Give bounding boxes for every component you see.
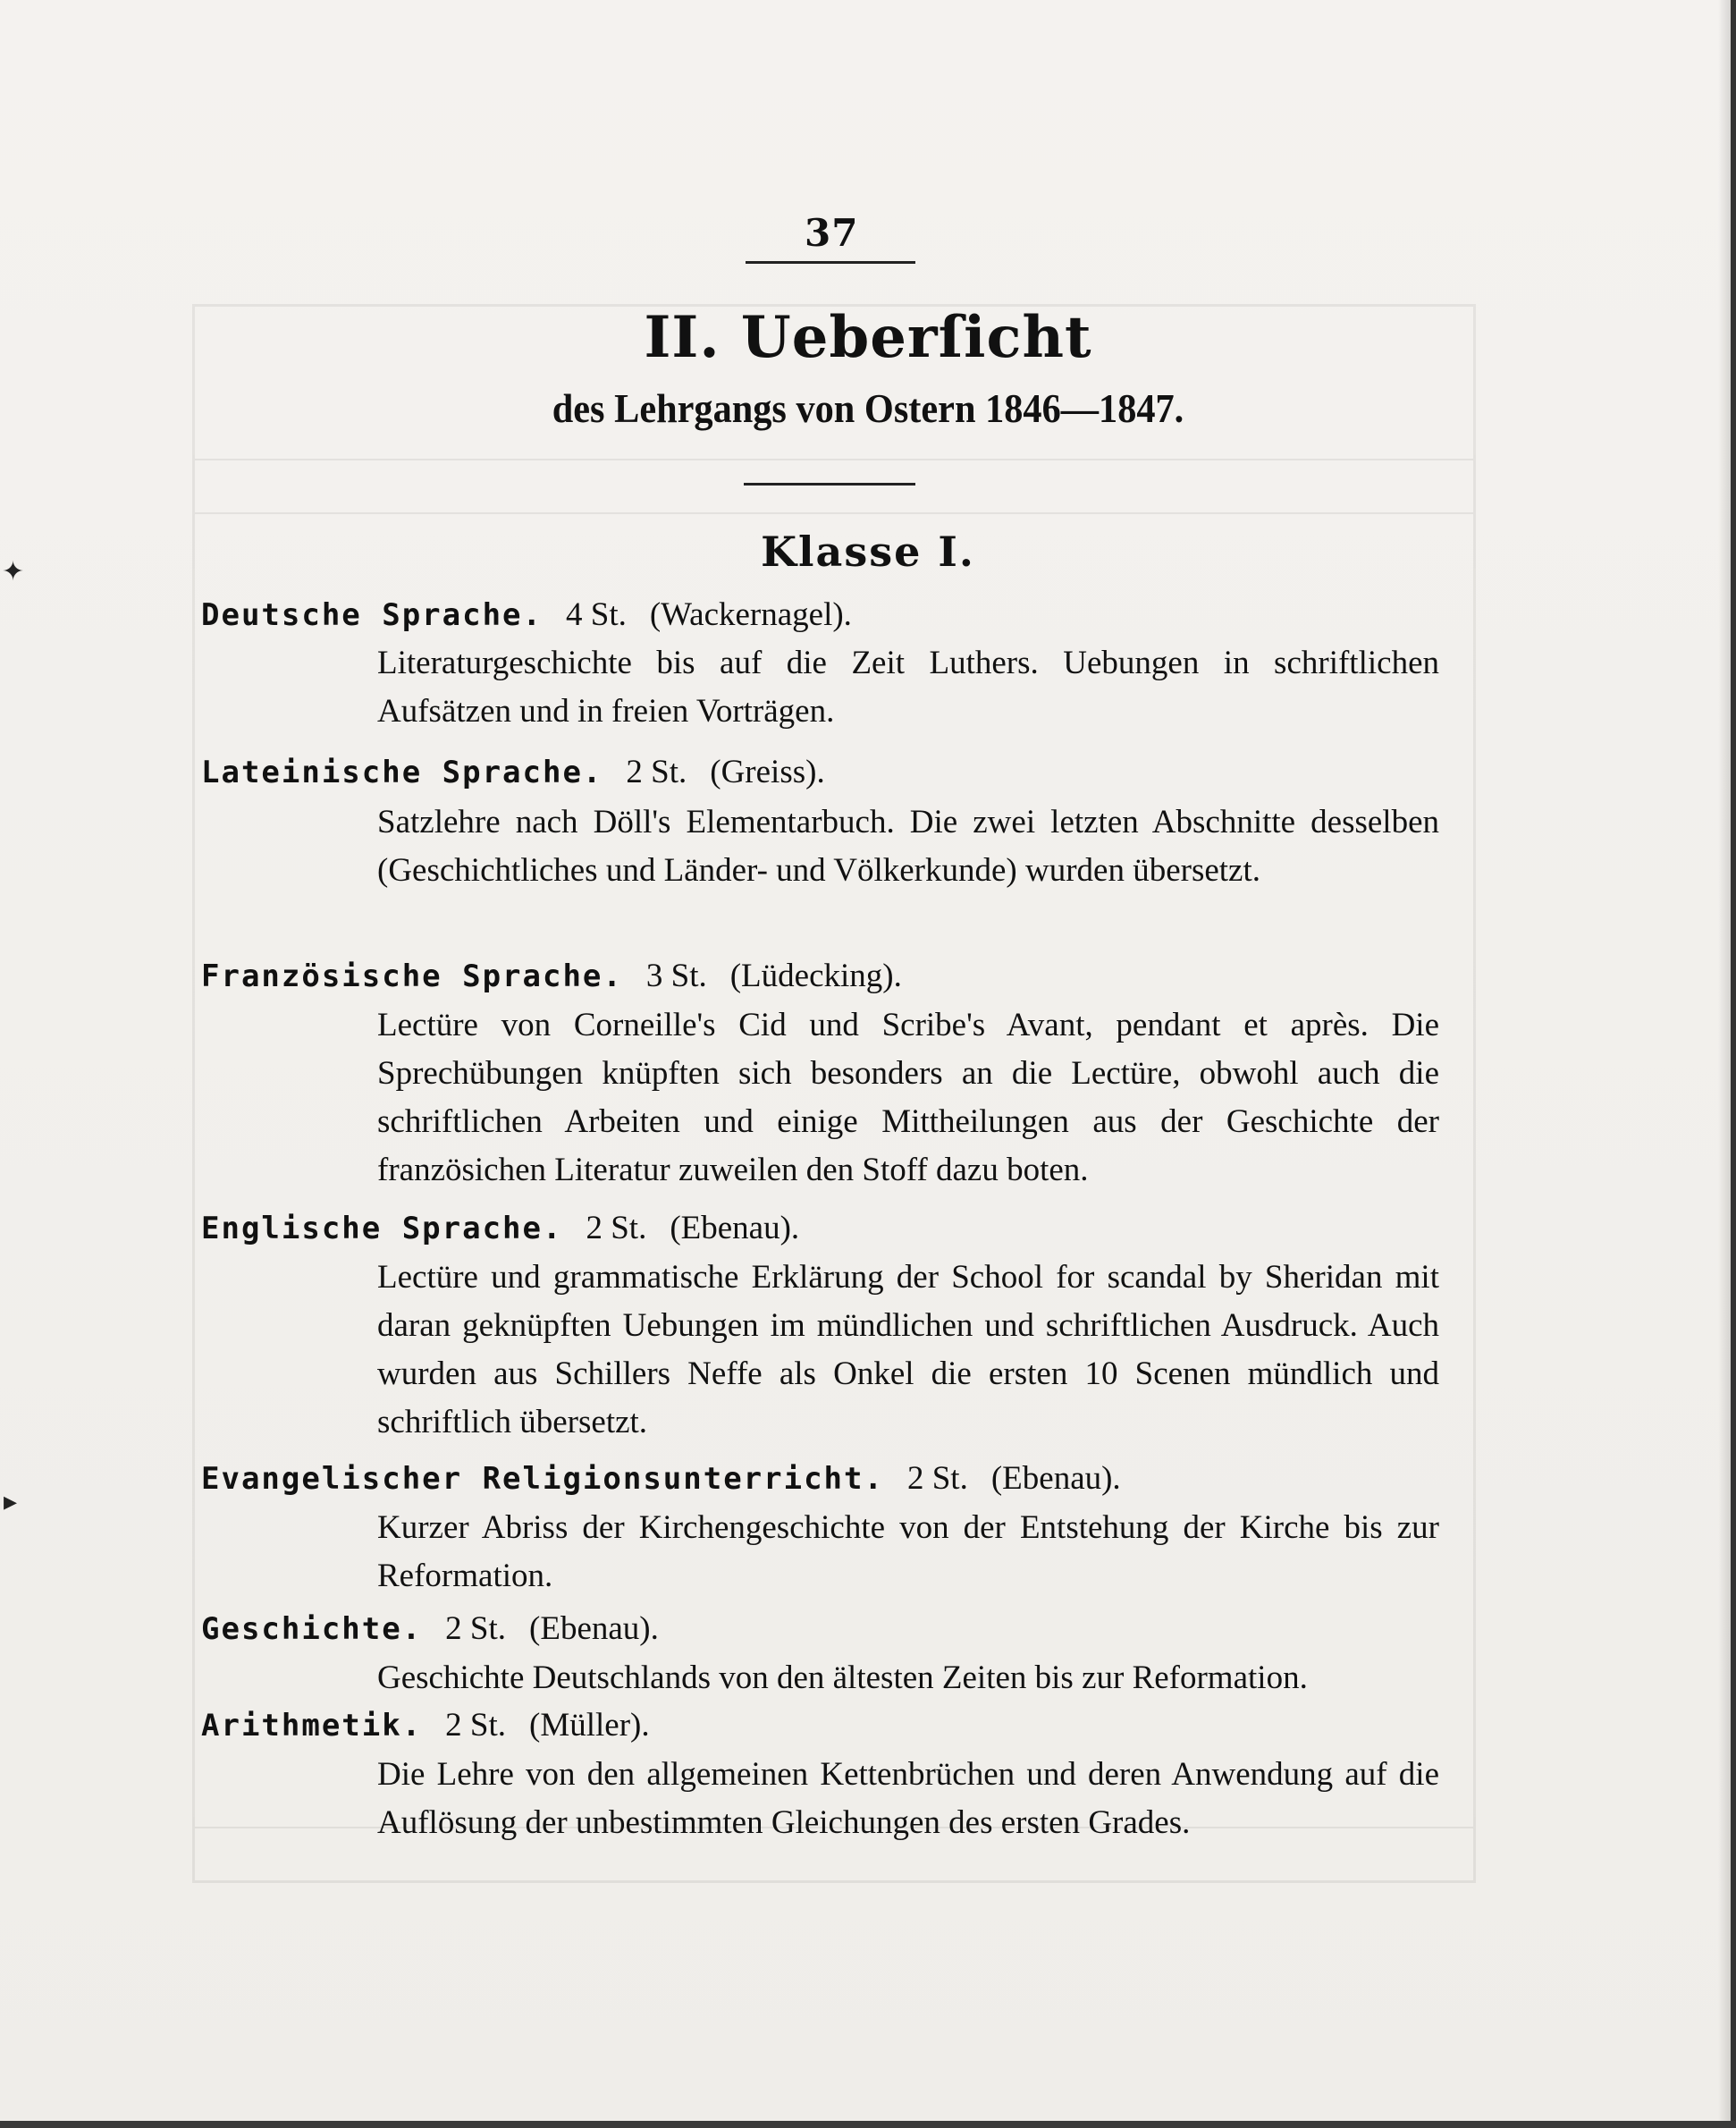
page-edge-shadow bbox=[1718, 0, 1731, 2128]
page-number-rule bbox=[746, 261, 915, 264]
subject-name: Deutsche Sprache. bbox=[201, 597, 543, 633]
subject-heading-deutsch bbox=[201, 595, 852, 634]
bleed-through-rule bbox=[195, 512, 1473, 514]
subject-hours: 2 St. bbox=[445, 1610, 507, 1647]
subject-heading-englisch bbox=[201, 1209, 799, 1247]
section-title: II. Ueberſicht bbox=[644, 304, 1092, 371]
bleed-through-rule bbox=[195, 459, 1473, 460]
subject-description-religion bbox=[377, 1504, 1439, 1600]
description-text: Satzlehre nach Döll's Elementarbuch. Die zwei letzten Abschnitte desselben (Geschichtliches und Länder- und Völkerkunde) wurden übersetzt. bbox=[377, 804, 1439, 889]
subject-description-geschichte bbox=[377, 1654, 1439, 1702]
subject-name: Französische Sprache. bbox=[201, 958, 623, 994]
subject-name: Arithmetik. bbox=[201, 1708, 423, 1744]
subject-description-latein bbox=[377, 798, 1439, 895]
subject-heading-latein bbox=[201, 753, 825, 791]
subject-name: Lateinische Sprache. bbox=[201, 755, 603, 790]
subject-teacher: (Greiss). bbox=[710, 754, 825, 790]
section-subtitle: des Lehrgangs von Ostern 1846—1847. bbox=[552, 385, 1184, 431]
class-heading: Klasse I. bbox=[761, 528, 975, 576]
subject-description-englisch bbox=[377, 1254, 1439, 1447]
description-text: Geschichte Deutschlands von den ältesten Zeiten bis zur Reformation. bbox=[377, 1659, 1308, 1696]
subject-description-deutsch bbox=[377, 639, 1439, 736]
subject-hours: 2 St. bbox=[906, 1460, 968, 1497]
description-text: Die Lehre von den allgemeinen Kettenbrüchen und deren Anwendung auf die Auflösung der unbestimmten Gleichungen des ersten Grades. bbox=[377, 1756, 1439, 1841]
subject-teacher: (Ebenau). bbox=[670, 1210, 800, 1246]
page-number: 37 bbox=[805, 211, 859, 255]
subject-hours: 2 St. bbox=[626, 754, 687, 790]
description-text: Lectüre von Corneille's Cid und Scribe's Avant, pendant et après. Die Sprechübungen knüpften sich besonders an die Lectüre, obwohl auch die schriftlichen Arbeiten und einige Mittheilungen aus der Geschichte der französichen Literatur zuweilen den Stoff dazu boten. bbox=[377, 1007, 1439, 1188]
description-text: Literaturgeschichte bis auf die Zeit Luthers. Uebungen in schriftlichen Aufsätzen und in freien Vorträgen. bbox=[377, 645, 1439, 730]
subject-name: Evangelischer Religionsunterricht. bbox=[201, 1461, 884, 1497]
description-text: Kurzer Abriss der Kirchengeschichte von der Entstehung der Kirche bis zur Reformation. bbox=[377, 1509, 1439, 1594]
subject-heading-religion bbox=[201, 1459, 1121, 1498]
subject-heading-franzoesisch bbox=[201, 957, 902, 995]
scan-border-bottom bbox=[0, 2121, 1736, 2128]
subject-heading-arithmetik bbox=[201, 1706, 650, 1744]
subject-teacher: (Ebenau). bbox=[529, 1610, 659, 1647]
subject-name: Englische Sprache. bbox=[201, 1211, 563, 1246]
subject-hours: 2 St. bbox=[445, 1707, 507, 1744]
subject-description-arithmetik bbox=[377, 1751, 1439, 1847]
description-text: Lectüre und grammatische Erklärung der School for scandal by Sheridan mit daran geknüpften Uebungen im mündlichen und schriftlichen Ausdruck. Auch wurden aus Schillers Neffe als Onkel die ersten 10 Scenen mündlich und schriftlich übersetzt. bbox=[377, 1259, 1439, 1440]
subject-teacher: (Ebenau). bbox=[990, 1460, 1121, 1497]
title-rule bbox=[744, 483, 915, 486]
subject-teacher: (Wackernagel). bbox=[649, 596, 852, 633]
binding-mark: ✦ bbox=[2, 556, 25, 587]
binding-mark: ▸ bbox=[4, 1486, 18, 1517]
scan-border-right bbox=[1731, 0, 1736, 2128]
subject-description-franzoesisch bbox=[377, 1001, 1439, 1195]
subject-heading-geschichte bbox=[201, 1609, 659, 1648]
subject-teacher: (Lüdecking). bbox=[729, 958, 902, 994]
subject-hours: 2 St. bbox=[586, 1210, 647, 1246]
subject-hours: 3 St. bbox=[645, 958, 707, 994]
subject-name: Geschichte. bbox=[201, 1611, 423, 1647]
subject-hours: 4 St. bbox=[566, 596, 627, 633]
subject-teacher: (Müller). bbox=[529, 1707, 650, 1744]
